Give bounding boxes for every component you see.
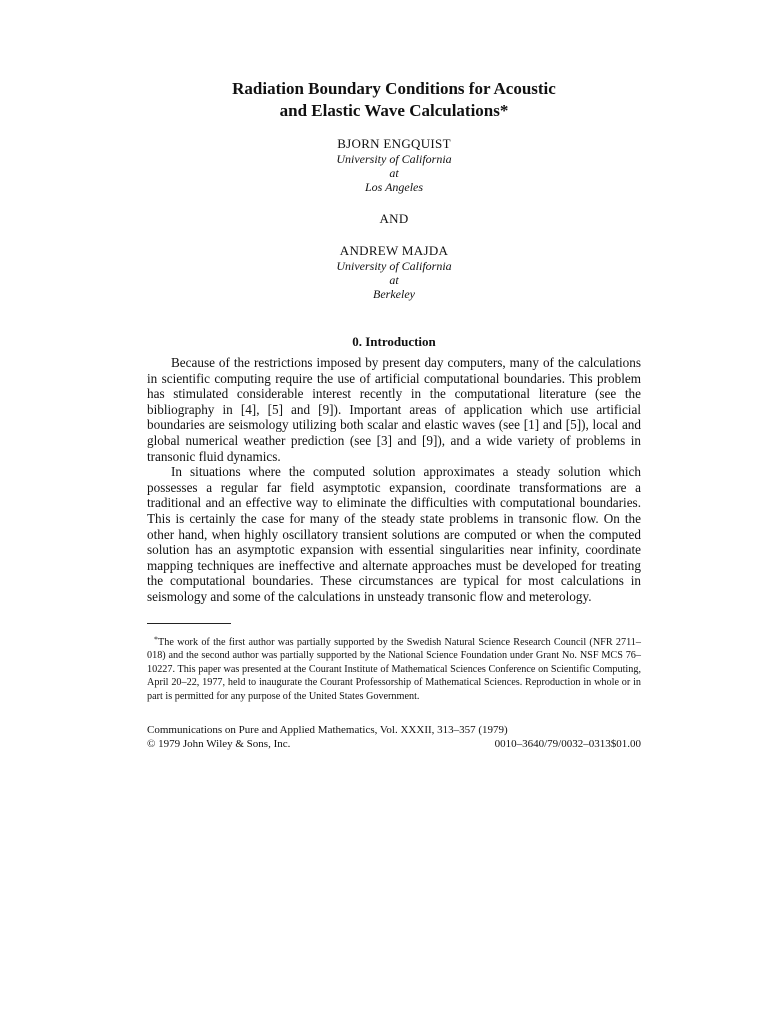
footnote-mark: * [154, 634, 158, 644]
author-affiliation-line: at [389, 166, 399, 180]
author-block-1 [147, 136, 641, 194]
journal-citation: Communications on Pure and Applied Mathematics, Vol. XXXII, 313–357 (1979) [147, 724, 508, 737]
author-name: BJORN ENGQUIST [337, 136, 451, 151]
author-block-2 [147, 243, 641, 301]
author-affiliation-line: University of California [336, 259, 452, 273]
title-line-1: Radiation Boundary Conditions for Acoustic [232, 79, 556, 98]
section-heading: 0. Introduction [352, 334, 436, 349]
author-name: ANDREW MAJDA [339, 243, 449, 258]
paper-title [147, 78, 641, 122]
copyright-notice: © 1979 John Wiley & Sons, Inc. [147, 738, 291, 751]
author-affiliation-line: Los Angeles [364, 180, 424, 194]
body-paragraph: Because of the restrictions imposed by present day computers, many of the calculations in scientific computing require the use of artificial computational boundaries. This problem has stimulated considerable interest recently in the computational literature (see the bibliography in [4], [5] and [9]). Important areas of application which use artificial boundaries are seismology utilizing both scalar and elastic waves (see [1] and [5]), local and global numerical weather prediction (see [3] and [9]), and a wide variety of problems in transonic fluid dynamics. [147, 355, 641, 464]
footnote-rule [147, 623, 231, 624]
author-separator: AND [379, 211, 409, 226]
author-affiliation-line: Berkeley [373, 287, 415, 301]
footnote-text: The work of the first author was partially supported by the Swedish Natural Science Research Council (NFR 2711–018) and the second author was partially supported by the National Science Foundation under Grant No. NSF MCS 76–10227. This paper was presented at the Courant Institute of Mathematical Sciences Conference on Scientific Computing, April 20–22, 1977, held to inaugurate the Courant Professorship of Mathematical Sciences. Reproduction in whole or in part is permitted for any purpose of the United States Government. [147, 636, 641, 702]
article-code: 0010–3640/79/0032–0313$01.00 [494, 738, 641, 751]
journal-row [147, 737, 641, 751]
author-affiliation-line: University of California [336, 152, 452, 166]
journal-info [147, 723, 641, 751]
title-line-2: and Elastic Wave Calculations* [279, 101, 509, 120]
body-paragraph: In situations where the computed solution approximates a steady solution which possesses a regular far field asymptotic expansion, coordinate transformations are a traditional and an effective way to eliminate the difficulties with computational boundaries. This is certainly the case for many of the steady state problems in transonic flow. On the other hand, when highly oscillatory transient solutions are computed or when the computed solution has an asymptotic expansion with essential singularities near infinity, coordinate mapping techniques are ineffective and alternate approaches must be developed for treating the computational boundaries. These circumstances are typical for most calculations in seismology and some of the calculations in unsteady transonic flow and meterology. [147, 464, 641, 604]
paper-page [147, 78, 641, 751]
author-affiliation-line: at [389, 273, 399, 287]
footnote [147, 633, 641, 704]
